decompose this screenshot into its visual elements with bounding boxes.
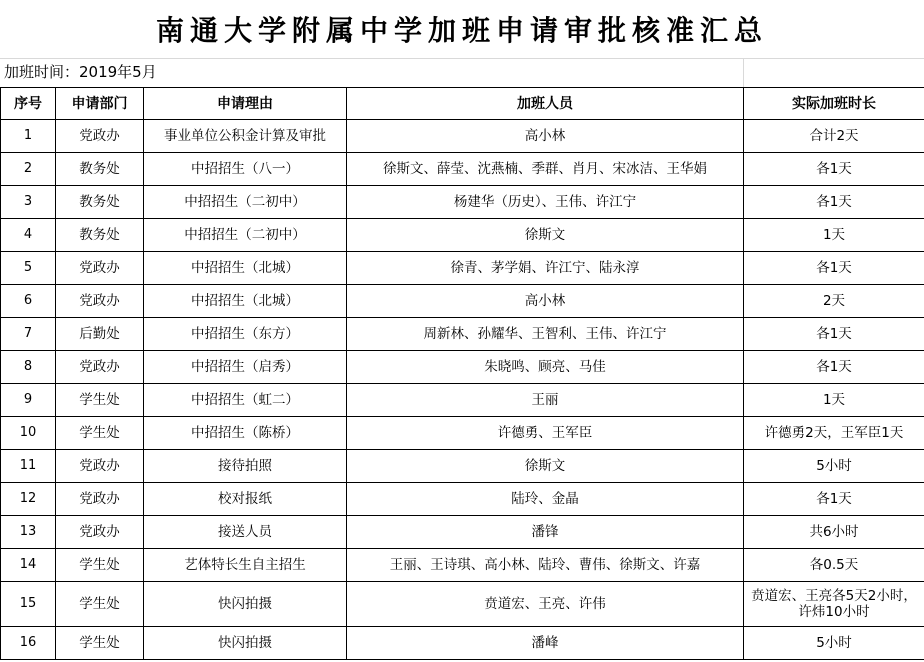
cell-staff[interactable]: 王丽 [347, 384, 744, 417]
cell-duration[interactable]: 5小时 [744, 450, 924, 483]
overtime-table [0, 87, 924, 660]
cell-duration[interactable]: 1天 [744, 219, 924, 252]
cell-duration[interactable]: 各1天 [744, 186, 924, 219]
cell-seq[interactable]: 2 [1, 153, 56, 186]
empty-cell [743, 58, 924, 87]
sheet-title: 南通大学附属中学加班申请审批核准汇总 [0, 0, 924, 59]
cell-reason[interactable]: 中招招生（二初中） [144, 219, 347, 252]
cell-reason[interactable]: 中招招生（启秀） [144, 351, 347, 384]
cell-duration[interactable]: 1天 [744, 384, 924, 417]
cell-reason[interactable]: 中招招生（北城） [144, 285, 347, 318]
cell-dept[interactable]: 学生处 [56, 627, 144, 660]
cell-duration[interactable]: 各1天 [744, 153, 924, 186]
header-reason: 申请理由 [144, 88, 347, 120]
cell-dept[interactable]: 教务处 [56, 219, 144, 252]
cell-seq[interactable]: 16 [1, 627, 56, 660]
cell-staff[interactable]: 朱晓鸣、顾亮、马佳 [347, 351, 744, 384]
cell-reason[interactable]: 快闪拍摄 [144, 627, 347, 660]
cell-staff[interactable]: 徐斯文、薛莹、沈燕楠、季群、肖月、宋冰洁、王华娟 [347, 153, 744, 186]
cell-dept[interactable]: 学生处 [56, 384, 144, 417]
overtime-period: 加班时间：2019年5月 [4, 63, 157, 81]
cell-reason[interactable]: 中招招生（北城） [144, 252, 347, 285]
cell-reason[interactable]: 接待拍照 [144, 450, 347, 483]
cell-seq[interactable]: 8 [1, 351, 56, 384]
cell-duration[interactable]: 贲道宏、王亮各5天2小时，许炜10小时 [744, 582, 924, 627]
table-row[interactable] [1, 285, 924, 318]
cell-duration[interactable]: 各1天 [744, 483, 924, 516]
cell-duration[interactable]: 共6小时 [744, 516, 924, 549]
table-row[interactable] [1, 483, 924, 516]
cell-dept[interactable]: 党政办 [56, 483, 144, 516]
cell-dept[interactable]: 学生处 [56, 582, 144, 627]
cell-dept[interactable]: 学生处 [56, 417, 144, 450]
cell-staff[interactable]: 周新林、孙耀华、王智利、王伟、许江宁 [347, 318, 744, 351]
cell-seq[interactable]: 1 [1, 120, 56, 153]
cell-reason[interactable]: 事业单位公积金计算及审批 [144, 120, 347, 153]
cell-duration[interactable]: 各1天 [744, 351, 924, 384]
cell-staff[interactable]: 王丽、王诗琪、高小林、陆玲、曹伟、徐斯文、许嘉 [347, 549, 744, 582]
cell-dept[interactable]: 党政办 [56, 252, 144, 285]
cell-duration[interactable]: 各1天 [744, 318, 924, 351]
cell-staff[interactable]: 许德勇、王军臣 [347, 417, 744, 450]
table-row[interactable] [1, 186, 924, 219]
table-row[interactable] [1, 351, 924, 384]
cell-seq[interactable]: 7 [1, 318, 56, 351]
table-row[interactable] [1, 153, 924, 186]
cell-dept[interactable]: 教务处 [56, 186, 144, 219]
cell-staff[interactable]: 潘锋 [347, 516, 744, 549]
table-row[interactable] [1, 582, 924, 627]
cell-duration[interactable]: 各1天 [744, 252, 924, 285]
cell-staff[interactable]: 徐青、茅学娟、许江宁、陆永淳 [347, 252, 744, 285]
cell-seq[interactable]: 14 [1, 549, 56, 582]
cell-dept[interactable]: 党政办 [56, 450, 144, 483]
cell-dept[interactable]: 后勤处 [56, 318, 144, 351]
cell-dept[interactable]: 党政办 [56, 285, 144, 318]
cell-staff[interactable]: 陆玲、金晶 [347, 483, 744, 516]
cell-seq[interactable]: 10 [1, 417, 56, 450]
cell-seq[interactable]: 15 [1, 582, 56, 627]
cell-seq[interactable]: 4 [1, 219, 56, 252]
cell-seq[interactable]: 5 [1, 252, 56, 285]
table-row[interactable] [1, 450, 924, 483]
cell-reason[interactable]: 校对报纸 [144, 483, 347, 516]
cell-seq[interactable]: 9 [1, 384, 56, 417]
header-dept: 申请部门 [56, 88, 144, 120]
period-row [0, 58, 924, 88]
table-row[interactable] [1, 219, 924, 252]
cell-seq[interactable]: 11 [1, 450, 56, 483]
table-row[interactable] [1, 627, 924, 660]
cell-reason[interactable]: 接送人员 [144, 516, 347, 549]
header-duration: 实际加班时长 [744, 88, 924, 120]
table-row[interactable] [1, 318, 924, 351]
table-row[interactable] [1, 252, 924, 285]
cell-staff[interactable]: 贲道宏、王亮、许伟 [347, 582, 744, 627]
cell-dept[interactable]: 学生处 [56, 549, 144, 582]
cell-seq[interactable]: 13 [1, 516, 56, 549]
cell-duration[interactable]: 合计2天 [744, 120, 924, 153]
table-row[interactable] [1, 417, 924, 450]
cell-dept[interactable]: 教务处 [56, 153, 144, 186]
cell-reason[interactable]: 中招招生（二初中） [144, 186, 347, 219]
table-row[interactable] [1, 120, 924, 153]
cell-dept[interactable]: 党政办 [56, 351, 144, 384]
cell-staff[interactable]: 徐斯文 [347, 219, 744, 252]
cell-duration[interactable]: 许德勇2天，王军臣1天 [744, 417, 924, 450]
header-row [1, 88, 924, 120]
header-staff: 加班人员 [347, 88, 744, 120]
cell-seq[interactable]: 3 [1, 186, 56, 219]
table-row[interactable] [1, 549, 924, 582]
cell-reason[interactable]: 中招招生（虹二） [144, 384, 347, 417]
cell-seq[interactable]: 12 [1, 483, 56, 516]
cell-reason[interactable]: 中招招生（八一） [144, 153, 347, 186]
cell-staff[interactable]: 高小林 [347, 285, 744, 318]
cell-duration[interactable]: 5小时 [744, 627, 924, 660]
table-row[interactable] [1, 384, 924, 417]
cell-reason[interactable]: 快闪拍摄 [144, 582, 347, 627]
cell-reason[interactable]: 艺体特长生自主招生 [144, 549, 347, 582]
cell-staff[interactable]: 杨建华（历史）、王伟、许江宁 [347, 186, 744, 219]
cell-dept[interactable]: 党政办 [56, 516, 144, 549]
cell-staff[interactable]: 高小林 [347, 120, 744, 153]
cell-seq[interactable]: 6 [1, 285, 56, 318]
cell-dept[interactable]: 党政办 [56, 120, 144, 153]
cell-duration[interactable]: 各0.5天 [744, 549, 924, 582]
cell-staff[interactable]: 潘峰 [347, 627, 744, 660]
header-seq: 序号 [1, 88, 56, 120]
table-row[interactable] [1, 516, 924, 549]
cell-reason[interactable]: 中招招生（东方） [144, 318, 347, 351]
cell-reason[interactable]: 中招招生（陈桥） [144, 417, 347, 450]
cell-staff[interactable]: 徐斯文 [347, 450, 744, 483]
cell-duration[interactable]: 2天 [744, 285, 924, 318]
